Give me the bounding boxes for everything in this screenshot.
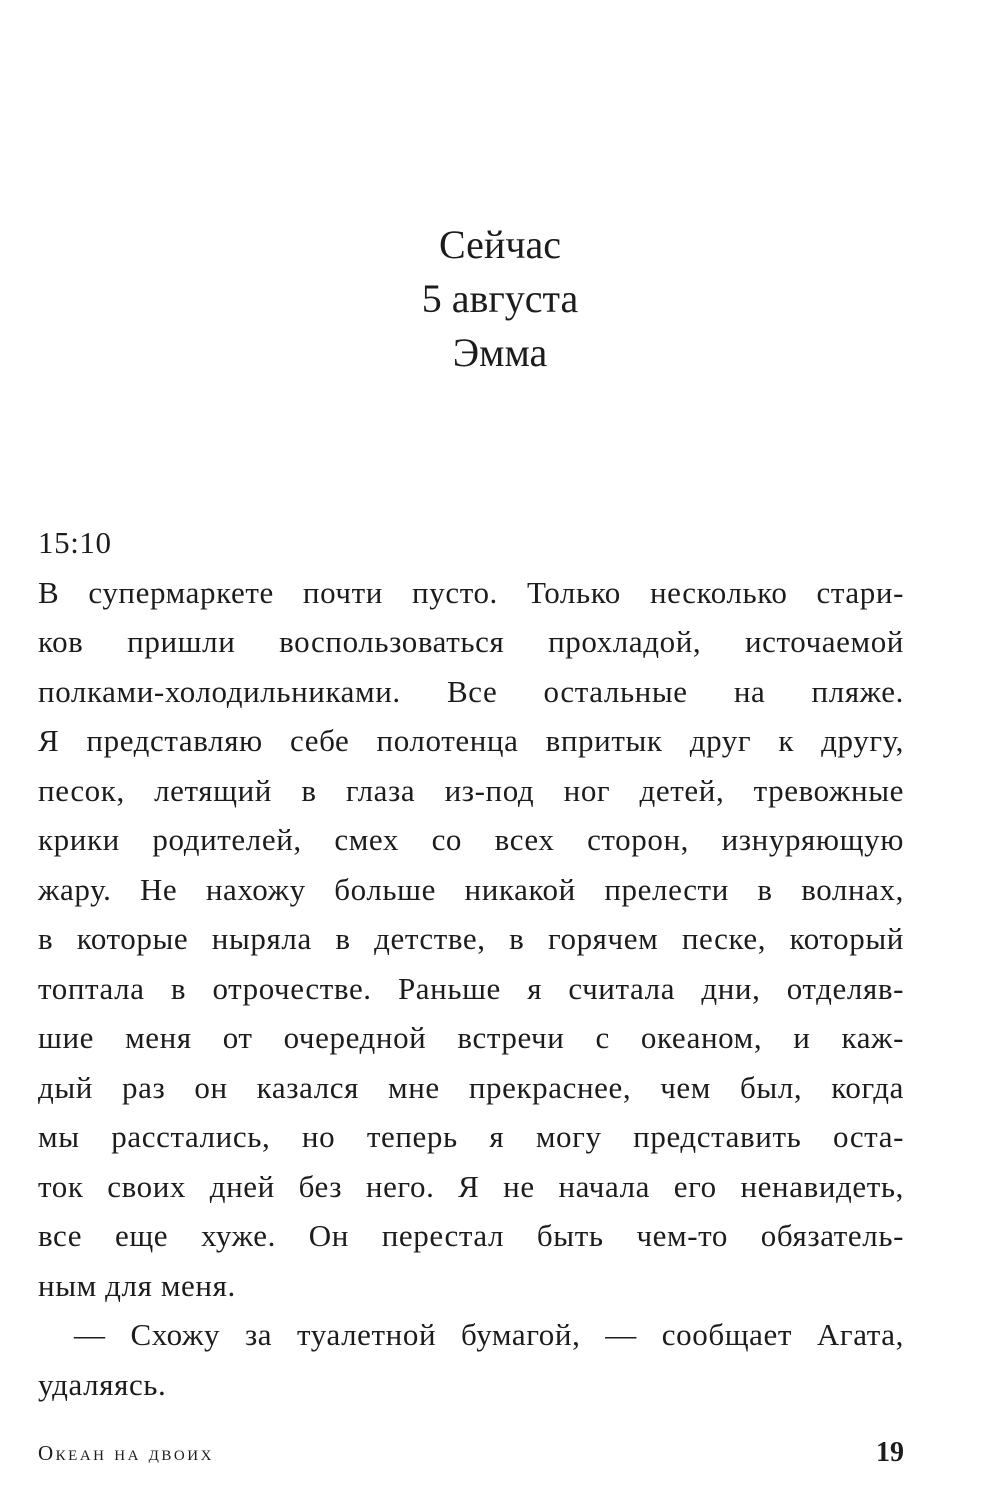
text-line: В супермаркете почти пусто. Только несколько стари- xyxy=(38,574,904,610)
body-text xyxy=(38,518,904,1409)
timestamp: 15:10 xyxy=(38,525,112,560)
text-line: жару. Не нахожу больше никакой прелести в волнах, xyxy=(38,871,904,907)
text-line: дый раз он казался мне прекраснее, чем был, когда xyxy=(38,1069,904,1105)
text-line: крики родителей, смех со всех сторон, изнуряющую xyxy=(38,822,904,857)
heading-time-label: Сейчас xyxy=(439,222,561,267)
text-line: мы расстались, но теперь я могу представить оста- xyxy=(38,1119,904,1154)
text-line: ток своих дней без него. Я не начала его ненавидеть, xyxy=(38,1168,904,1204)
heading-date: 5 августа xyxy=(421,276,579,321)
dialogue-line: — Схожу за туалетной бумагой, — сообщает Агата, xyxy=(74,1317,904,1352)
text-line: шие меня от очередной встречи с океаном, и каж- xyxy=(38,1020,904,1055)
book-title: Океан на двоих xyxy=(38,1441,214,1465)
text-line: полками-холодильниками. Все остальные на пляже. xyxy=(38,673,904,709)
page-number: 19 xyxy=(876,1437,904,1468)
text-line: Я представляю себе полотенца впритык друг к другу, xyxy=(38,723,904,758)
page-footer xyxy=(38,1437,904,1473)
text-line: ков пришли воспользоваться прохладой, источаемой xyxy=(38,624,904,659)
text-line: удаляясь. xyxy=(38,1366,167,1402)
text-line: ным для меня. xyxy=(38,1267,236,1303)
text-line: в которые ныряла в детстве, в горячем песке, который xyxy=(38,921,904,956)
text-line: топтала в отрочестве. Раньше я считала дни, отделяв- xyxy=(38,970,904,1006)
text-line: все еще хуже. Он перестал быть чем-то обязатель- xyxy=(38,1218,904,1253)
text-line: песок, летящий в глаза из-под ног детей, тревожные xyxy=(38,772,904,808)
heading-narrator: Эмма xyxy=(452,330,548,375)
chapter-heading xyxy=(0,218,1000,380)
